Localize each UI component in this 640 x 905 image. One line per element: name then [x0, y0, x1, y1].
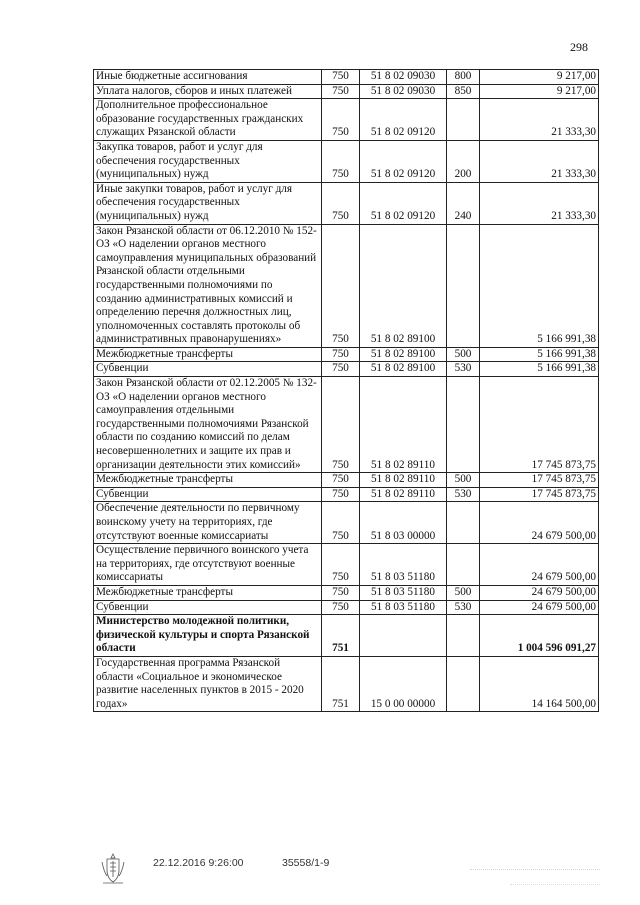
page-number: 298 — [570, 40, 588, 54]
table-row — [94, 182, 599, 224]
cell-vr: 850 — [447, 84, 480, 99]
faded-watermark — [450, 855, 600, 885]
budget-table-body — [94, 70, 599, 712]
cell-csr: 51 8 02 89100 — [360, 362, 447, 377]
table-row — [94, 347, 599, 362]
cell-amount: 5 166 991,38 — [480, 224, 599, 347]
cell-amount: 5 166 991,38 — [480, 347, 599, 362]
cell-code: 750 — [322, 585, 360, 600]
cell-csr: 51 8 03 00000 — [360, 502, 447, 544]
cell-name: Осуществление первичного воинского учета на территориях, где отсутствуют военные комиссариаты — [94, 544, 322, 586]
cell-name: Закупка товаров, работ и услуг для обеспечения государственных (муниципальных) нужд — [94, 140, 322, 182]
cell-csr: 51 8 02 09120 — [360, 140, 447, 182]
table-row — [94, 585, 599, 600]
cell-csr: 51 8 02 09120 — [360, 182, 447, 224]
cell-amount: 1 004 596 091,27 — [480, 615, 599, 657]
cell-name: Субвенции — [94, 362, 322, 377]
cell-amount: 17 745 873,75 — [480, 377, 599, 473]
cell-code: 750 — [322, 544, 360, 586]
cell-csr: 51 8 02 89110 — [360, 377, 447, 473]
cell-csr: 15 0 00 00000 — [360, 656, 447, 711]
cell-vr — [447, 224, 480, 347]
cell-name: Межбюджетные трансферты — [94, 585, 322, 600]
cell-csr: 51 8 03 51180 — [360, 585, 447, 600]
cell-vr — [447, 502, 480, 544]
cell-code: 751 — [322, 615, 360, 657]
cell-amount: 24 679 500,00 — [480, 544, 599, 586]
table-row — [94, 487, 599, 502]
cell-name: Государственная программа Рязанской области «Социальное и экономическое развитие населенных пунктов в 2015 - 2020 годах» — [94, 656, 322, 711]
cell-name: Межбюджетные трансферты — [94, 347, 322, 362]
cell-amount: 24 679 500,00 — [480, 585, 599, 600]
budget-table — [93, 69, 599, 712]
cell-amount: 5 166 991,38 — [480, 362, 599, 377]
cell-csr: 51 8 03 51180 — [360, 600, 447, 615]
cell-code: 750 — [322, 347, 360, 362]
table-row — [94, 502, 599, 544]
cell-amount: 24 679 500,00 — [480, 600, 599, 615]
cell-vr: 240 — [447, 182, 480, 224]
cell-csr: 51 8 02 89110 — [360, 487, 447, 502]
cell-code: 750 — [322, 99, 360, 141]
cell-amount: 9 217,00 — [480, 84, 599, 99]
table-row — [94, 84, 599, 99]
table-row — [94, 70, 599, 85]
cell-vr — [447, 99, 480, 141]
table-row — [94, 615, 599, 657]
cell-vr: 800 — [447, 70, 480, 85]
cell-code: 750 — [322, 600, 360, 615]
cell-code: 750 — [322, 362, 360, 377]
cell-amount: 21 333,30 — [480, 99, 599, 141]
cell-name: Закон Рязанской области от 02.12.2005 № 132-ОЗ «О наделении органов местного самоуправления отдельными государственными полномочиями Рязанской области по созданию комиссий по делам несовершеннолетних и защите их прав и организации деятельности этих комиссий» — [94, 377, 322, 473]
cell-name: Иные закупки товаров, работ и услуг для обеспечения государственных (муниципальных) нужд — [94, 182, 322, 224]
cell-vr — [447, 377, 480, 473]
cell-vr — [447, 544, 480, 586]
cell-vr: 200 — [447, 140, 480, 182]
cell-name: Дополнительное профессиональное образование государственных гражданских служащих Рязанской области — [94, 99, 322, 141]
cell-code: 751 — [322, 656, 360, 711]
cell-name: Субвенции — [94, 487, 322, 502]
cell-name: Межбюджетные трансферты — [94, 473, 322, 488]
cell-name: Иные бюджетные ассигнования — [94, 70, 322, 85]
cell-amount: 9 217,00 — [480, 70, 599, 85]
cell-vr: 530 — [447, 600, 480, 615]
cell-name: Уплата налогов, сборов и иных платежей — [94, 84, 322, 99]
footer-doc-id: 35558/1-9 — [282, 857, 330, 869]
cell-code: 750 — [322, 224, 360, 347]
cell-csr: 51 8 02 09120 — [360, 99, 447, 141]
cell-csr: 51 8 02 89100 — [360, 347, 447, 362]
cell-csr: 51 8 02 89110 — [360, 473, 447, 488]
cell-code: 750 — [322, 502, 360, 544]
cell-name: Обеспечение деятельности по первичному воинскому учету на территориях, где отсутствуют военные комиссариаты — [94, 502, 322, 544]
cell-csr: 51 8 02 09030 — [360, 84, 447, 99]
coat-of-arms-icon — [99, 852, 127, 886]
table-row — [94, 362, 599, 377]
cell-vr: 500 — [447, 347, 480, 362]
table-row — [94, 377, 599, 473]
cell-amount: 21 333,30 — [480, 140, 599, 182]
table-row — [94, 544, 599, 586]
cell-vr: 500 — [447, 585, 480, 600]
cell-code: 750 — [322, 182, 360, 224]
table-row — [94, 140, 599, 182]
table-row — [94, 224, 599, 347]
cell-vr: 530 — [447, 362, 480, 377]
cell-code: 750 — [322, 84, 360, 99]
cell-amount: 14 164 500,00 — [480, 656, 599, 711]
table-row — [94, 99, 599, 141]
cell-csr: 51 8 03 51180 — [360, 544, 447, 586]
table-row — [94, 656, 599, 711]
cell-amount: 17 745 873,75 — [480, 473, 599, 488]
cell-code: 750 — [322, 70, 360, 85]
cell-amount: 17 745 873,75 — [480, 487, 599, 502]
footer-timestamp: 22.12.2016 9:26:00 — [153, 857, 244, 869]
cell-name: Министерство молодежной политики, физической культуры и спорта Рязанской области — [94, 615, 322, 657]
cell-csr — [360, 615, 447, 657]
cell-csr: 51 8 02 09030 — [360, 70, 447, 85]
cell-code: 750 — [322, 487, 360, 502]
cell-code: 750 — [322, 473, 360, 488]
cell-name: Закон Рязанской области от 06.12.2010 № 152-ОЗ «О наделении органов местного самоуправления муниципальных образований Рязанской области отдельными государственными полномочиями по созданию административных комиссий и определению перечня должностных лиц, уполномоченных составлять протоколы об административных правонарушениях» — [94, 224, 322, 347]
cell-amount: 24 679 500,00 — [480, 502, 599, 544]
cell-amount: 21 333,30 — [480, 182, 599, 224]
cell-code: 750 — [322, 140, 360, 182]
cell-vr — [447, 615, 480, 657]
cell-vr: 530 — [447, 487, 480, 502]
table-row — [94, 473, 599, 488]
cell-name: Субвенции — [94, 600, 322, 615]
cell-csr: 51 8 02 89100 — [360, 224, 447, 347]
cell-vr: 500 — [447, 473, 480, 488]
cell-vr — [447, 656, 480, 711]
table-row — [94, 600, 599, 615]
cell-code: 750 — [322, 377, 360, 473]
